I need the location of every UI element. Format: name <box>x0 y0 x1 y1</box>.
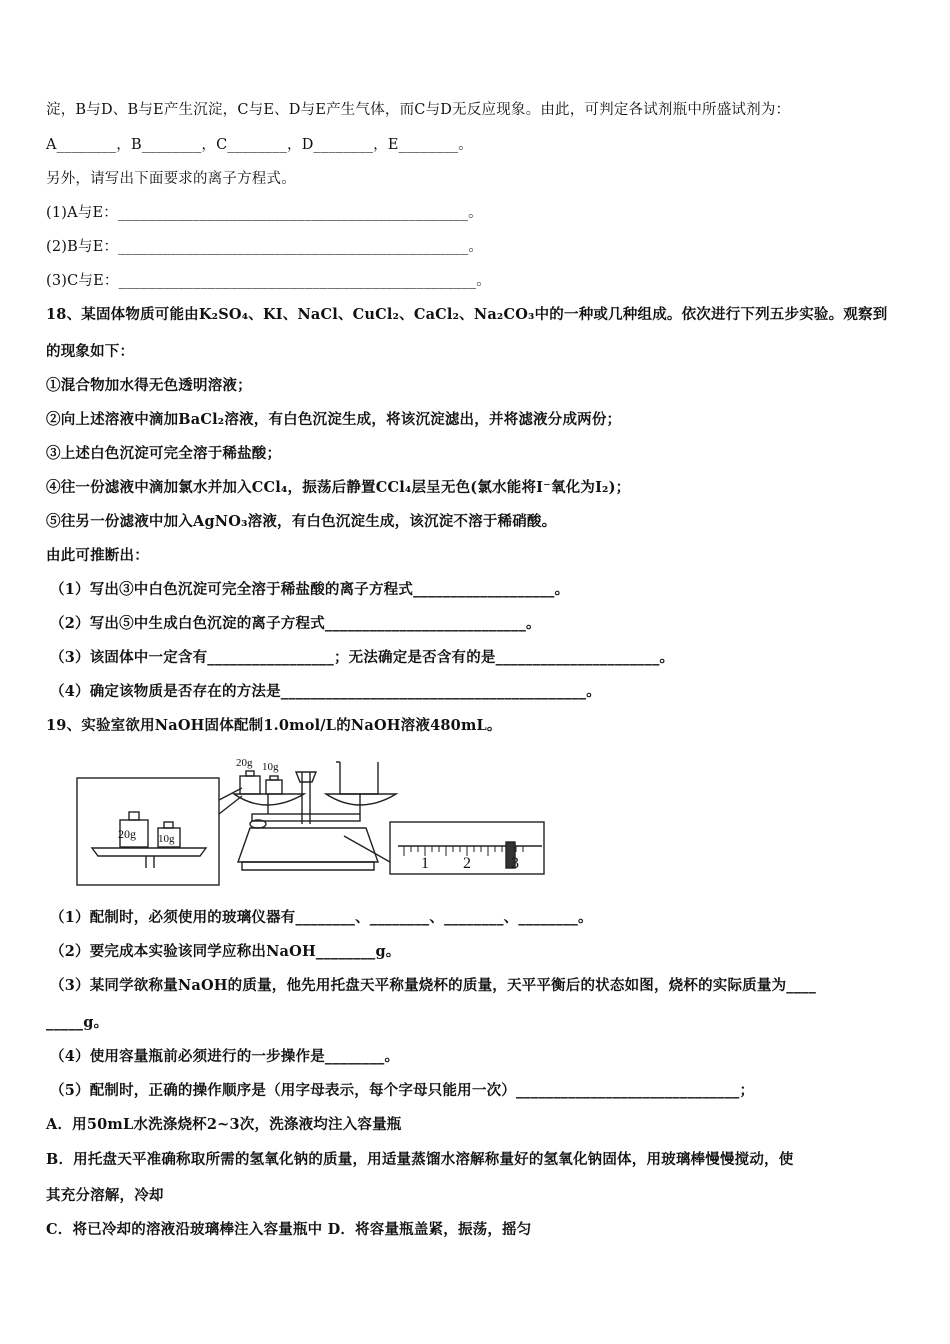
q18-step-4: ④往一份滤液中滴加氯水并加入CCl₄，振荡后静置CCl₄层呈无色(氯水能将I⁻氧化为I₂)； <box>46 479 631 496</box>
q18-stem-line2: 的现象如下： <box>46 343 135 360</box>
pan-weight-small-label: 10g <box>262 761 279 773</box>
q18-part-3: （3）该固体中一定含有_________________；无法确定是否含有的是______________________。 <box>50 649 675 666</box>
scale-tick-2: 2 <box>463 855 471 872</box>
inset-weight-small-label: 10g <box>158 833 175 845</box>
q17-intro: 淀，B与D、B与E产生沉淀，C与E、D与E产生气体，而C与D无反应现象。由此，可判定各试剂瓶中所盛试剂为： <box>46 102 791 118</box>
q19-part-2: （2）要完成本实验该同学应称出NaOH________g。 <box>50 943 401 960</box>
q19-part-5: （5）配制时，正确的操作顺序是（用字母表示，每个字母只能用一次）______________________________； <box>50 1082 755 1099</box>
q19-part-3a: （3）某同学欲称量NaOH的质量，他先用托盘天平称量烧杯的质量，天平平衡后的状态如图，烧杯的实际质量为____ <box>50 977 817 994</box>
q18-part-2: （2）写出⑤中生成白色沉淀的离子方程式___________________________。 <box>50 615 541 632</box>
q19-part-1: （1）配制时，必须使用的玻璃仪器有________、________、________、________。 <box>50 909 593 926</box>
q19-option-b-line2: 其充分溶解，冷却 <box>46 1187 164 1204</box>
q19-part-3b: _____g。 <box>46 1014 109 1031</box>
pan-weight-big-label: 20g <box>236 757 253 769</box>
scale-tick-1: 1 <box>421 855 429 872</box>
q18-part-1: （1）写出③中白色沉淀可完全溶于稀盐酸的离子方程式___________________。 <box>50 581 570 598</box>
q18-infer: 由此可推断出： <box>46 547 149 564</box>
q18-step-2: ②向上述溶液中滴加BaCl₂溶液，有白色沉淀生成，将该沉淀滤出，并将滤液分成两份； <box>46 411 622 428</box>
left-pan <box>234 794 304 805</box>
inset-weight-big-label: 20g <box>118 827 136 841</box>
q19-option-b-line1: B．用托盘天平准确称取所需的氢氧化钠的质量，用适量蒸馏水溶解称量好的氢氧化钠固体，用玻璃棒慢慢搅动，使 <box>46 1151 794 1168</box>
q19-option-c-d: C．将已冷却的溶液沿玻璃棒注入容量瓶中 D．将容量瓶盖紧，振荡，摇匀 <box>46 1221 532 1238</box>
q18-step-3: ③上述白色沉淀可完全溶于稀盐酸； <box>46 445 282 462</box>
q18-part-4: （4）确定该物质是否存在的方法是_________________________________________。 <box>50 683 601 700</box>
q17-equation-3: (3)C与E：________________________________________________。 <box>46 273 491 289</box>
q18-step-1: ①混合物加水得无色透明溶液； <box>46 377 252 394</box>
q19-stem: 19、实验室欲用NaOH固体配制1.0mol/L的NaOH溶液480mL。 <box>46 717 502 734</box>
right-pan <box>326 794 396 805</box>
q17-reagent-blanks: A________，B________，C________，D________，E________。 <box>46 137 473 153</box>
balance-base <box>238 828 378 862</box>
q17-equation-2: (2)B与E：_______________________________________________。 <box>46 239 484 255</box>
q17-extra: 另外，请写出下面要求的离子方程式。 <box>46 171 296 187</box>
balance-figure <box>74 752 546 890</box>
q18-step-5: ⑤往另一份滤液中加入AgNO₃溶液，有白色沉淀生成，该沉淀不溶于稀硝酸。 <box>46 513 557 530</box>
q18-stem-line1: 18、某固体物质可能由K₂SO₄、KI、NaCl、CuCl₂、CaCl₂、Na₂CO₃中的一种或几种组成。依次进行下列五步实验。观察到 <box>46 306 888 323</box>
scale-tick-3: 3 <box>511 855 519 872</box>
q19-part-4: （4）使用容量瓶前必须进行的一步操作是________。 <box>50 1048 400 1065</box>
beaker <box>340 762 378 794</box>
q17-equation-1: (1)A与E：_______________________________________________。 <box>46 205 483 221</box>
q19-option-a: A．用50mL水洗涤烧杯2~3次，洗涤液均注入容量瓶 <box>46 1116 402 1133</box>
